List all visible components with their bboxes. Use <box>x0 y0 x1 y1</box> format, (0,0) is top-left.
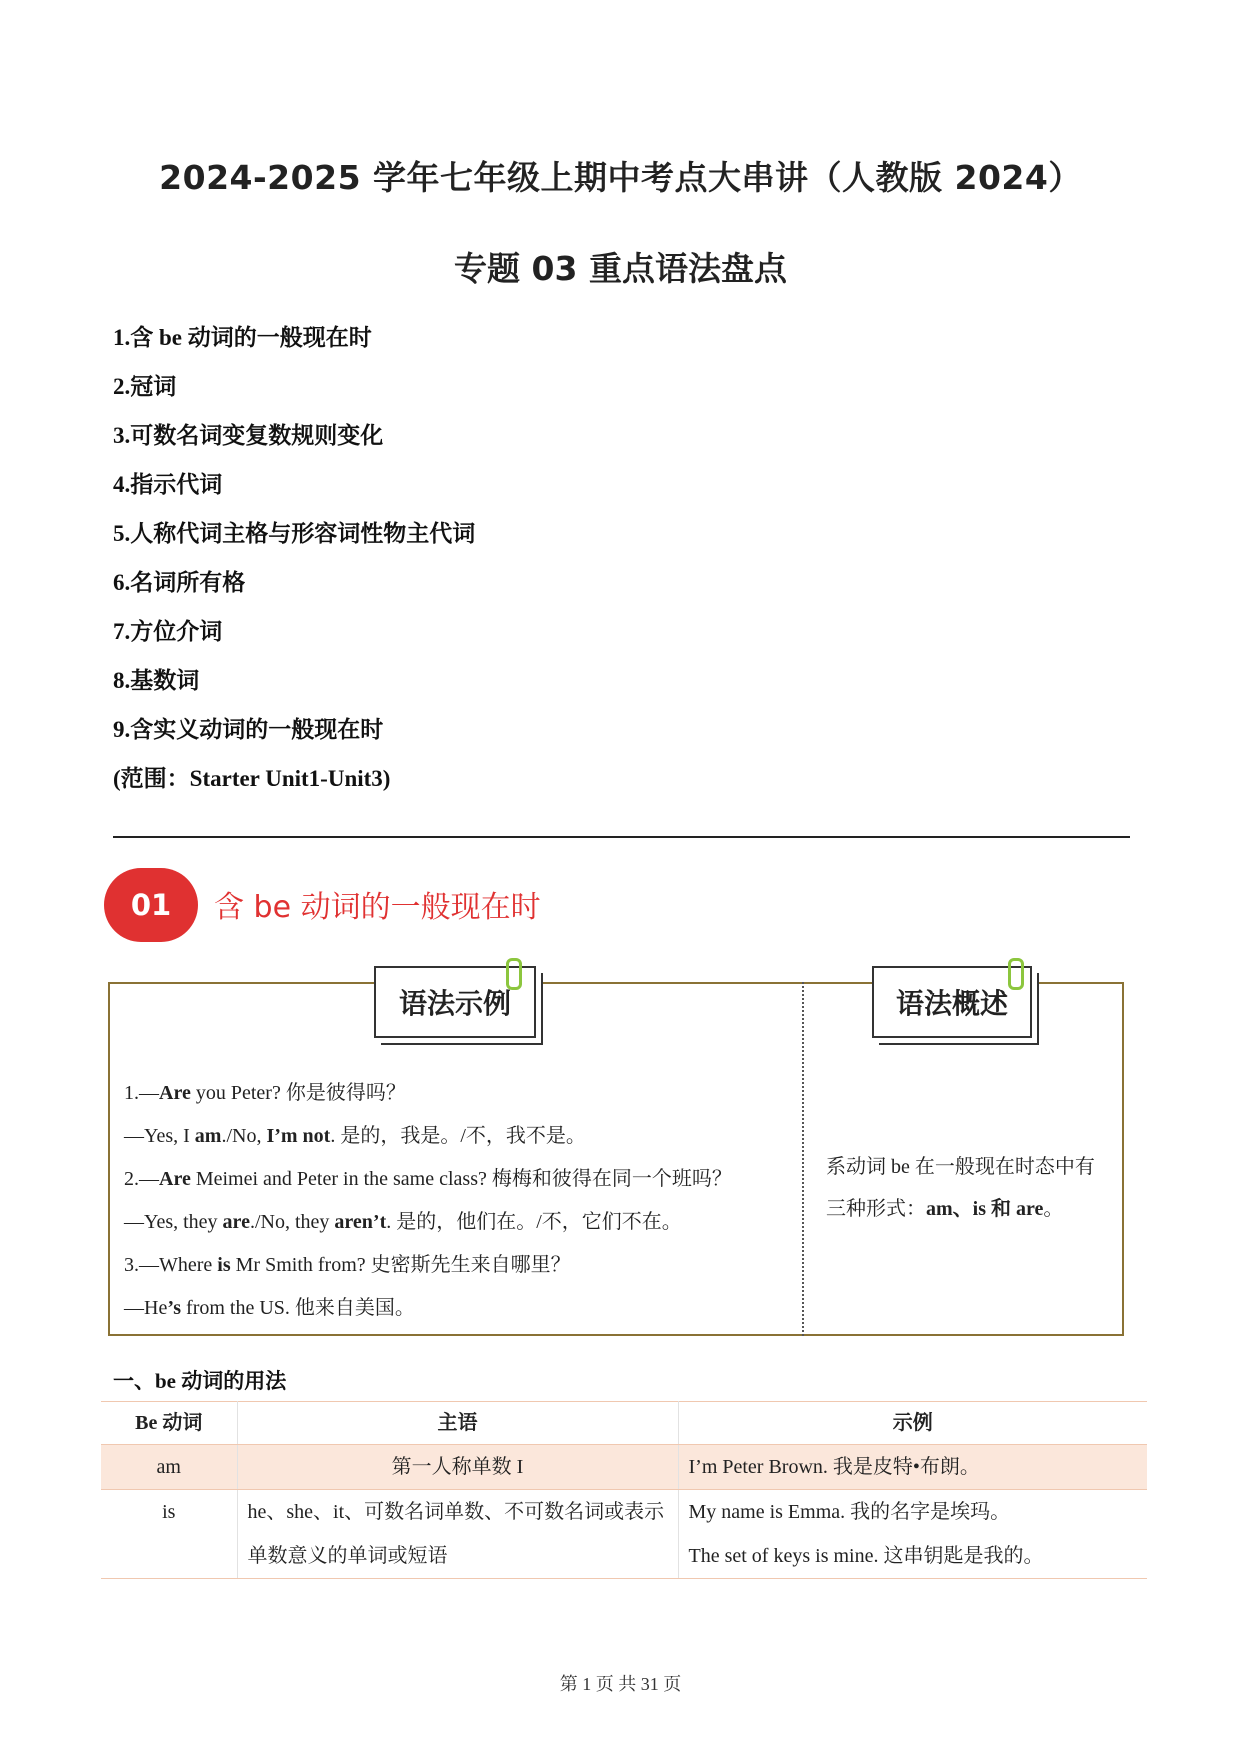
toc-item: 9.含实义动词的一般现在时 <box>113 717 384 742</box>
page-footer: 第 1 页 共 31 页 <box>559 1674 682 1694</box>
cell-verb: is <box>101 1490 237 1579</box>
cell-example: I’m Peter Brown. 我是皮特•布朗。 <box>678 1445 1147 1490</box>
section-number-badge: 01 <box>104 868 198 942</box>
table-row <box>101 1445 1147 1490</box>
cell-subject: he、she、it、可数名词单数、不可数名词或表示单数意义的单词或短语 <box>237 1490 678 1579</box>
example-line: —Yes, I am./No, I’m not. 是的，我是。/不，我不是。 <box>124 1125 586 1147</box>
overview-text: 系动词 be 在一般现在时态中有 <box>826 1156 1095 1178</box>
grammar-box-divider <box>802 982 804 1336</box>
toc-item: 3.可数名词变复数规则变化 <box>113 423 384 448</box>
overview-text: 三种形式：am、is 和 are。 <box>826 1198 1064 1220</box>
example-line: —Yes, they are./No, they aren’t. 是的，他们在。/不，它们不在。 <box>124 1211 682 1233</box>
section-title: 含 be 动词的一般现在时 <box>214 890 541 925</box>
usage-heading: 一、be 动词的用法 <box>113 1369 287 1393</box>
overview-label: 语法概述 <box>895 987 1008 1020</box>
example-line: 1.—Are you Peter? 你是彼得吗？ <box>124 1082 406 1104</box>
toc-scope: (范围：Starter Unit1-Unit3) <box>113 766 391 791</box>
column-header: 示例 <box>678 1402 1147 1445</box>
document-subtitle: 专题 03 重点语法盘点 <box>454 249 787 288</box>
paperclip-icon <box>506 958 522 990</box>
be-usage-table <box>101 1401 1147 1579</box>
toc-item: 2.冠词 <box>113 374 177 399</box>
cell-subject: 第一人称单数 I <box>237 1445 678 1490</box>
example-sentence: My name is Emma. 我的名字是埃玛。 <box>688 1501 1011 1523</box>
examples-label: 语法示例 <box>398 987 511 1020</box>
column-header: 主语 <box>237 1402 678 1445</box>
toc-item: 5.人称代词主格与形容词性物主代词 <box>113 521 476 546</box>
toc-item: 7.方位介词 <box>113 619 223 644</box>
paperclip-icon <box>1008 958 1024 990</box>
example-sentence: The set of keys is mine. 这串钥匙是我的。 <box>688 1545 1044 1567</box>
divider-rule <box>113 836 1130 838</box>
example-line: —He’s from the US. 他来自美国。 <box>124 1297 415 1319</box>
cell-example <box>678 1490 1147 1579</box>
table-row <box>101 1490 1147 1579</box>
column-header: Be 动词 <box>101 1402 237 1445</box>
toc-item: 1.含 be 动词的一般现在时 <box>113 325 372 350</box>
table-header-row <box>101 1402 1147 1445</box>
example-line: 2.—Are Meimei and Peter in the same class? 梅梅和彼得在同一个班吗？ <box>124 1168 732 1190</box>
toc-item: 8.基数词 <box>113 668 200 693</box>
document-title: 2024-2025 学年七年级上期中考点大串讲（人教版 2024） <box>159 158 1082 197</box>
example-line: 3.—Where is Mr Smith from? 史密斯先生来自哪里？ <box>124 1254 571 1276</box>
toc-item: 4.指示代词 <box>113 472 223 497</box>
cell-verb: am <box>101 1445 237 1490</box>
table-of-contents <box>113 320 475 810</box>
toc-item: 6.名词所有格 <box>113 570 246 595</box>
